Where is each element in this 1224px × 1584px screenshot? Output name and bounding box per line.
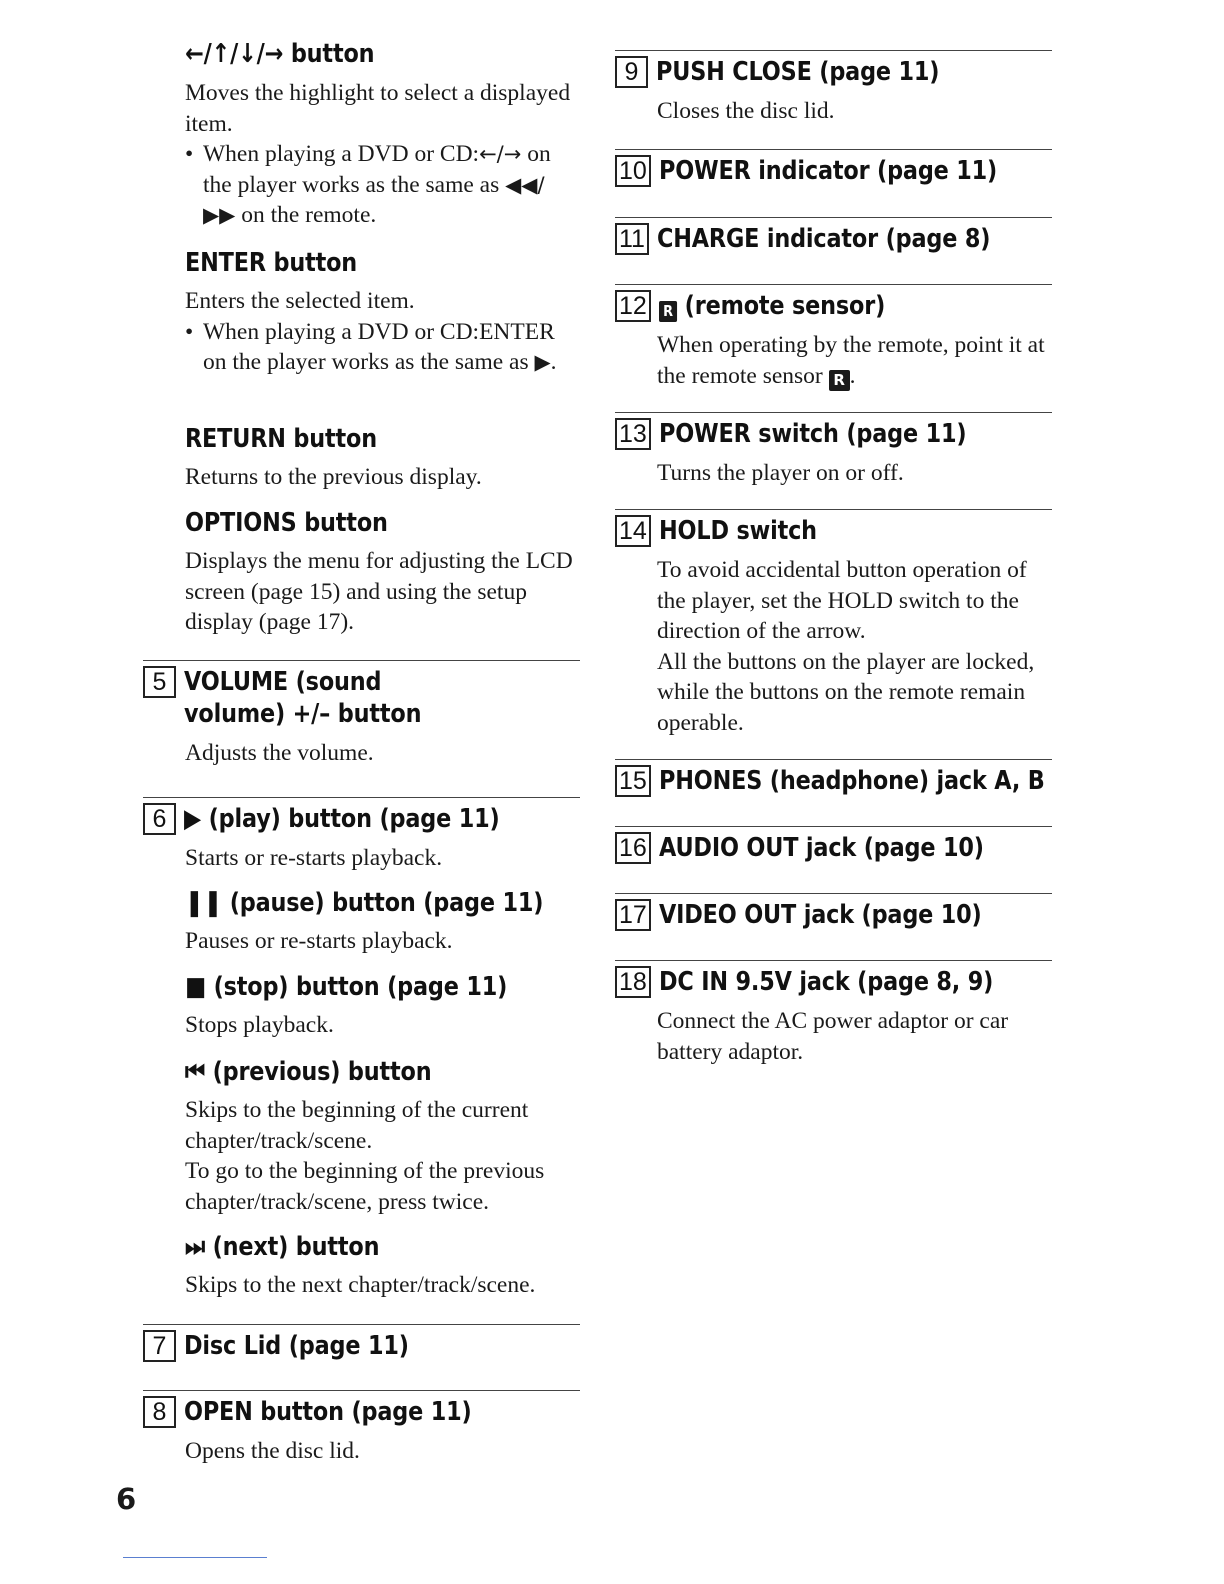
power-switch-heading: POWER switch (page 11): [658, 419, 967, 449]
enter-button-note: [185, 317, 580, 378]
play-icon: ▶: [184, 804, 202, 834]
arrow-buttons-description: Moves the highlight to select a displayed item.: [185, 80, 571, 137]
section-previous: [143, 1056, 580, 1217]
hold-switch-description-a: To avoid accidental button operation of the player, set the HOLD switch to the direction of the arrow.: [657, 557, 1027, 644]
enter-button-description: Enters the selected item.: [185, 288, 415, 314]
item-number-box: 7: [143, 1330, 176, 1362]
hold-switch-heading: HOLD switch: [658, 516, 817, 546]
section-next: [143, 1231, 580, 1301]
pause-icon: ❚❚: [185, 888, 223, 918]
charge-indicator-heading: CHARGE indicator (page 8): [656, 224, 991, 254]
section-dc-in: [615, 960, 1052, 1067]
section-pause: [143, 887, 580, 957]
section-hold-switch: [615, 509, 1052, 738]
stop-heading: (stop) button (page 11): [205, 972, 508, 1002]
item-number-box: 17: [615, 899, 651, 931]
options-button-description: Displays the menu for adjusting the LCD screen (page 15) and using the setup display (page 17).: [185, 548, 573, 635]
section-open-button: [143, 1390, 580, 1467]
push-close-heading: PUSH CLOSE (page 11): [656, 57, 940, 87]
item-number-box: 6: [143, 803, 176, 835]
dc-in-heading: DC IN 9.5V jack (page 8, 9): [658, 967, 993, 997]
next-icon: ⏭: [185, 1232, 205, 1262]
previous-heading: (previous) button: [204, 1057, 432, 1087]
pause-description: Pauses or re-starts playback.: [185, 928, 453, 954]
rewind-forward-icon: ◀◀/ ▶▶: [203, 172, 545, 227]
push-close-description: Closes the disc lid.: [657, 98, 835, 124]
left-right-arrow-icon: ←/→: [479, 142, 522, 166]
remote-sensor-heading: (remote sensor): [676, 291, 885, 321]
remote-sensor-icon: R: [829, 370, 850, 391]
note-end: .: [550, 349, 557, 375]
video-out-heading: VIDEO OUT jack (page 10): [658, 900, 982, 930]
item-number-box: 13: [615, 418, 651, 450]
section-remote-sensor: [615, 284, 1052, 391]
note-text: When playing a DVD or CD:ENTER on the player works as the same as: [203, 318, 555, 375]
section-disc-lid: [143, 1324, 580, 1362]
item-number-box: 18: [615, 966, 651, 998]
section-charge-indicator: [615, 217, 1052, 255]
page-number: 6: [116, 1482, 137, 1516]
return-button-heading: RETURN button: [185, 424, 377, 454]
next-heading: (next) button: [204, 1232, 380, 1262]
volume-heading: VOLUME (sound volume) +/– button: [184, 667, 422, 729]
phones-jack-heading: PHONES (headphone) jack A, B: [658, 766, 1045, 796]
item-number-box: 15: [615, 765, 651, 797]
remote-sensor-icon: R: [659, 301, 677, 322]
remote-sensor-end: .: [849, 362, 856, 389]
return-button-description: Returns to the previous display.: [185, 464, 482, 490]
section-audio-out: [615, 826, 1052, 864]
note-text-b: on the player works as the same as: [203, 141, 551, 198]
previous-description-b: To go to the beginning of the previous chapter/track/scene, press twice.: [185, 1158, 545, 1215]
remote-sensor-text: When operating by the remote, point it at the remote sensor: [657, 332, 1045, 389]
section-power-switch: [615, 412, 1052, 489]
item-number-box: 16: [615, 832, 651, 864]
stop-description: Stops playback.: [185, 1012, 334, 1038]
bullet-icon: •: [185, 141, 194, 167]
power-switch-description: Turns the player on or off.: [657, 460, 904, 486]
section-play: [143, 797, 580, 874]
dc-in-description: Connect the AC power adaptor or car battery adaptor.: [657, 1008, 1009, 1065]
remote-sensor-description: [657, 330, 1052, 391]
play-description: Starts or re-starts playback.: [185, 845, 443, 871]
section-return-button: [143, 423, 580, 493]
section-options-button: [143, 507, 580, 638]
next-description: Skips to the next chapter/track/scene.: [185, 1272, 536, 1298]
section-arrow-buttons: [143, 38, 580, 231]
arrow-buttons-heading: ←/↑/↓/→ button: [185, 39, 375, 69]
note-text-a: When playing a DVD or CD:: [203, 141, 480, 167]
open-button-heading: OPEN button (page 11): [184, 1397, 472, 1427]
section-enter-button: [143, 247, 580, 378]
disc-lid-heading: Disc Lid (page 11): [184, 1331, 409, 1361]
item-number-box: 11: [615, 223, 649, 255]
item-number-box: 12: [615, 290, 651, 322]
enter-button-heading: ENTER button: [185, 248, 358, 278]
item-number-box: 5: [143, 666, 176, 698]
stop-icon: ■: [185, 972, 206, 1002]
bullet-icon: •: [185, 318, 194, 345]
item-number-box: 14: [615, 515, 651, 547]
section-power-indicator: [615, 149, 1052, 187]
play-icon: ▶: [534, 350, 551, 374]
volume-description: Adjusts the volume.: [185, 740, 374, 766]
note-text-c: on the remote.: [235, 202, 377, 228]
section-volume: [143, 660, 580, 769]
options-button-heading: OPTIONS button: [185, 508, 388, 538]
section-phones-jack: [615, 759, 1052, 797]
arrow-buttons-note: [185, 139, 580, 231]
section-video-out: [615, 893, 1052, 931]
footer-divider: [123, 1557, 267, 1558]
previous-icon: ⏮: [185, 1057, 205, 1087]
open-button-description: Opens the disc lid.: [185, 1438, 360, 1464]
item-number-box: 10: [615, 155, 651, 187]
item-number-box: 8: [143, 1396, 176, 1428]
pause-heading: (pause) button (page 11): [222, 888, 544, 918]
item-number-box: 9: [615, 56, 648, 88]
play-heading: (play) button (page 11): [201, 804, 500, 834]
previous-description-a: Skips to the beginning of the current chapter/track/scene.: [185, 1097, 529, 1154]
power-indicator-heading: POWER indicator (page 11): [658, 156, 997, 186]
hold-switch-description-b: All the buttons on the player are locked, while the buttons on the remote remain operable.: [657, 648, 1035, 736]
audio-out-heading: AUDIO OUT jack (page 10): [658, 833, 984, 863]
section-push-close: [615, 50, 1052, 127]
section-stop: [143, 971, 580, 1041]
